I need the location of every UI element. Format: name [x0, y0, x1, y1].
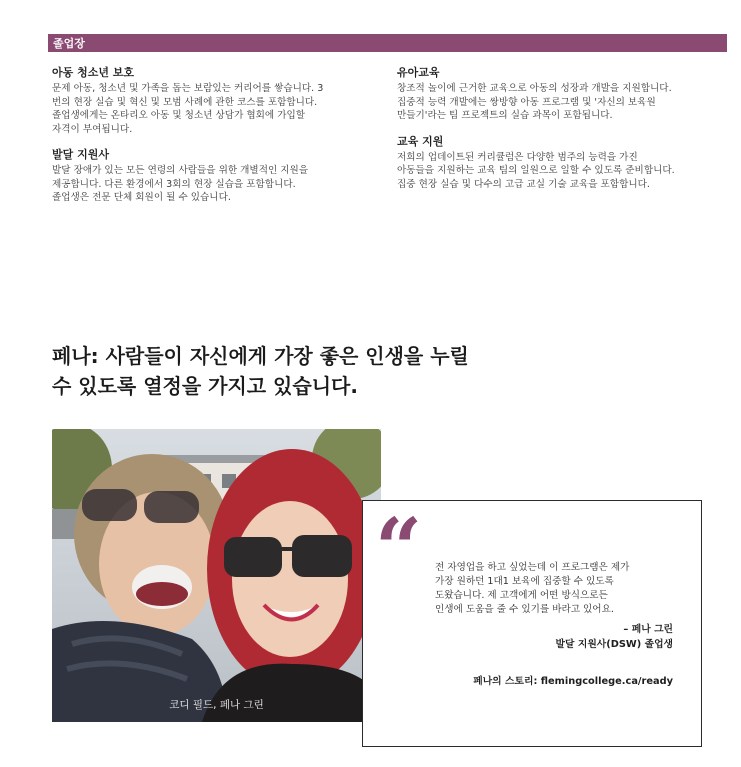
right-program-column: [397, 64, 727, 201]
program-description: 발달 장애가 있는 모든 연령의 사람들을 위한 개별적인 지원을 제공합니다. 다른 환경에서 3회의 현장 실습을 포함합니다. 졸업생은 전문 단체 회원이 될 수 있습니다.: [52, 165, 309, 203]
left-program-column: [52, 64, 382, 215]
photo-illustration: [52, 429, 381, 722]
quote-mark-icon: “: [375, 501, 423, 597]
program-title: 교육 지원: [397, 134, 444, 148]
story-link[interactable]: 페나의 스토리: flemingcollege.ca/ready: [473, 676, 673, 687]
testimonial-box: [362, 500, 702, 747]
program-title: 아동 청소년 보호: [52, 66, 135, 79]
program-educational-support: [397, 133, 727, 192]
program-title: 발달 지원사: [52, 148, 109, 161]
testimonial-role: 발달 지원사(DSW) 졸업생: [555, 639, 673, 650]
testimonial-attribution: [556, 622, 673, 652]
program-title: 유아교육: [397, 66, 440, 79]
feature-headline: 페나: 사람들이 자신에게 가장 좋은 인생을 누릴 수 있도록 열정을 가지고 있습니다.: [52, 344, 469, 398]
program-description: 저희의 업데이트된 커리큘럼은 다양한 범주의 능력을 가진 아동들을 지원하는 교육 팀의 일원으로 일할 수 있도록 준비합니다. 집중 현장 실습 및 다수의 고급 교실 기술 교육을 포함합니다.: [397, 151, 675, 190]
program-child-youth-care: [52, 64, 382, 136]
photo-caption: 코디 필드, 페나 그린: [169, 699, 264, 711]
program-description: 문제 아동, 청소년 및 가족을 돕는 보람있는 커리어를 쌓습니다. 3 번의 현장 실습 및 혁신 및 모범 사례에 관한 코스를 포함합니다. 졸업생에게는 온타리오 아동 및 청소년 상담가 협회에 가입할 자격이 부여됩니다.: [52, 83, 324, 135]
student-photo: [52, 429, 381, 722]
program-description: 창조적 놀이에 근거한 교육으로 아동의 성장과 개발을 지원합니다. 집중적 능력 개발에는 쌍방향 아동 프로그램 및 '자신의 보육원 만들기'라는 팀 프로젝트의 실습 과목이 포함됩니다.: [397, 83, 672, 121]
program-developmental-services: [52, 146, 382, 205]
section-band-label: 졸업장: [53, 37, 85, 50]
section-band: [48, 34, 727, 52]
testimonial-text: 전 자영업을 하고 싶었는데 이 프로그램은 제가 가장 원하던 1대1 보육에 집중할 수 있도록 도왔습니다. 제 고객에게 어떤 방식으로든 인생에 도움을 줄 수 있기를 바라고 있어요.: [435, 562, 630, 615]
testimonial-author: – 페나 그린: [623, 624, 673, 635]
program-early-childhood-education: [397, 64, 727, 123]
